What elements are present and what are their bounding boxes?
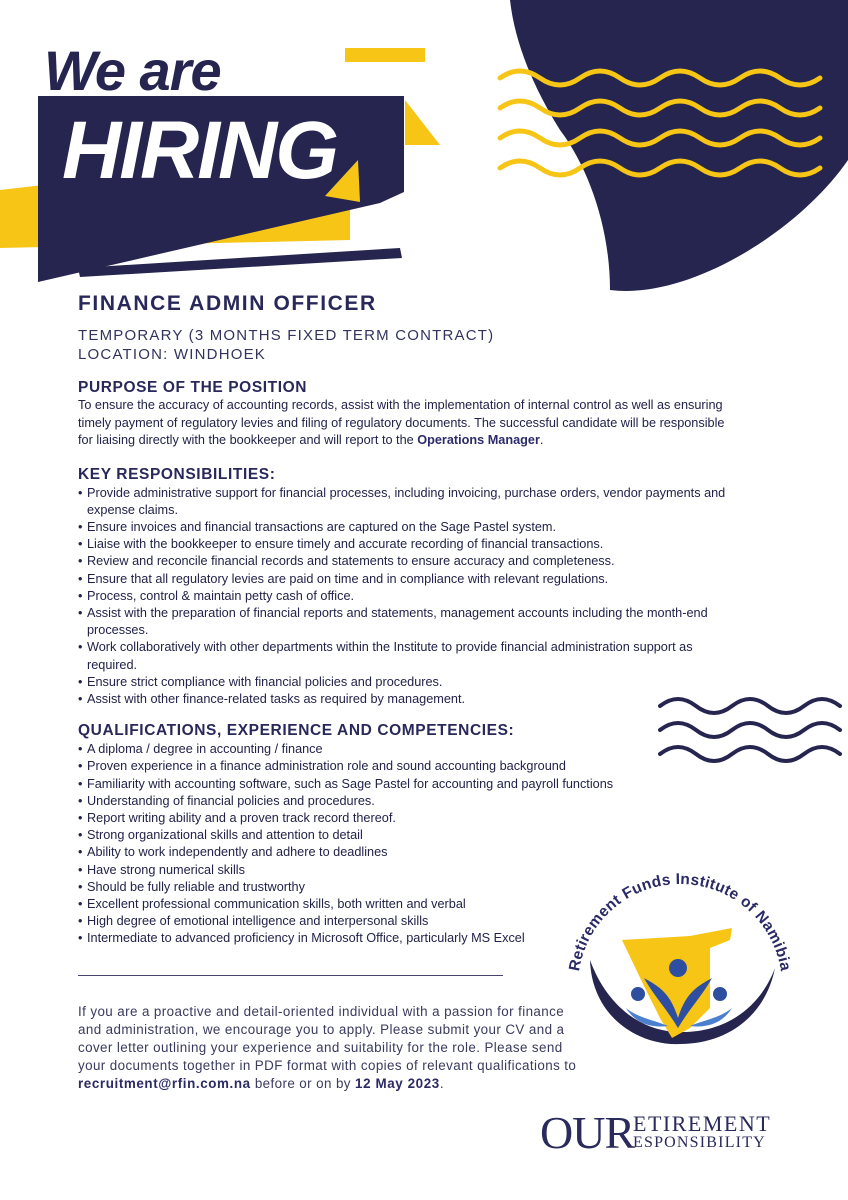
purpose-text — [78, 397, 738, 450]
list-item: • Process, control & maintain petty cash of office. — [78, 588, 728, 605]
slogan-retirement: ETIREMENT — [633, 1111, 772, 1136]
yellow-corner-triangle — [405, 100, 440, 145]
list-item: • Have strong numerical skills — [78, 862, 698, 879]
list-item: • High degree of emotional intelligence and interpersonal skills — [78, 913, 698, 930]
purpose-end: . — [539, 433, 544, 447]
list-item: • Review and reconcile financial records and statements to ensure accuracy and completeness. — [78, 553, 728, 570]
contract-type: TEMPORARY (3 MONTHS FIXED TERM CONTRACT) — [78, 327, 495, 344]
deadline-date: 12 May 2023 — [355, 1076, 440, 1092]
responsibilities-heading: KEY RESPONSIBILITIES: — [78, 465, 276, 483]
purpose-body: To ensure the accuracy of accounting records, assist with the implementation of internal control as well as ensuring timely payment of regulatory levies and filing of regulatory documents. The successful candidate will be responsible for liaising directly with the bookkeeper and will report to the — [78, 398, 725, 447]
report-to: Operations Manager — [417, 433, 540, 447]
closing-end: . — [439, 1076, 444, 1092]
list-item: • Ensure that all regulatory levies are paid on time and in compliance with relevant regulations. — [78, 571, 728, 588]
headline-we-are: We are — [44, 39, 221, 102]
qualifications-heading: QUALIFICATIONS, EXPERIENCE AND COMPETENCIES: — [78, 722, 515, 740]
purpose-heading: PURPOSE OF THE POSITION — [78, 379, 308, 396]
list-item: • Proven experience in a finance administration role and sound accounting background — [78, 758, 698, 775]
list-item: • Should be fully reliable and trustworthy — [78, 879, 698, 896]
list-item: • Intermediate to advanced proficiency in Microsoft Office, particularly MS Excel — [78, 930, 698, 947]
logo-arc-text: Retirement Funds Institute of Namibia — [566, 870, 794, 973]
list-item: • Provide administrative support for financial processes, including invoicing, purchase orders, vendor payments and expense claims. — [78, 485, 728, 519]
list-item: • Strong organizational skills and attention to detail — [78, 827, 698, 844]
job-ad-body — [78, 292, 738, 948]
list-item: • Ability to work independently and adhere to deadlines — [78, 844, 698, 861]
list-item: • Assist with the preparation of financial reports and statements, management accounts including the month-end processes. — [78, 605, 728, 639]
list-item: • Familiarity with accounting software, such as Sage Pastel for accounting and payroll functions — [78, 776, 698, 793]
responsibilities-list — [78, 485, 728, 709]
rfin-logo — [560, 868, 800, 1048]
list-item: • Excellent professional communication skills, both written and verbal — [78, 896, 698, 913]
closing-middle: before or on by — [250, 1076, 356, 1092]
slogan-our: OUR — [540, 1107, 635, 1158]
list-item: • Ensure invoices and financial transactions are captured on the Sage Pastel system. — [78, 519, 728, 536]
list-item: • Liaise with the bookkeeper to ensure timely and accurate recording of financial transactions. — [78, 536, 728, 553]
divider — [78, 975, 503, 976]
headline-hiring: HIRING — [62, 105, 337, 196]
list-item: • A diploma / degree in accounting / finance — [78, 741, 698, 758]
job-location: LOCATION: WINDHOEK — [78, 346, 266, 363]
slogan-responsibility: ESPONSIBILITY — [633, 1134, 766, 1151]
closing-paragraph — [78, 1003, 578, 1093]
yellow-stripe-top — [345, 48, 425, 62]
email-link[interactable]: recruitment@rfin.com.na — [78, 1076, 251, 1092]
list-item: • Ensure strict compliance with financial policies and procedures. — [78, 674, 728, 691]
list-item: • Report writing ability and a proven track record thereof. — [78, 810, 698, 827]
list-item: • Work collaboratively with other departments within the Institute to provide financial administration support as required. — [78, 639, 728, 673]
job-title: FINANCE ADMIN OFFICER — [78, 292, 377, 315]
list-item: • Assist with other finance-related tasks as required by management. — [78, 691, 728, 708]
closing-text: If you are a proactive and detail-oriented individual with a passion for finance and administration, we encourage you to apply. Please submit your CV and a cover letter outlining your experience and suitability for the role. Please send your documents together in PDF format with copies of relevant qualifications to — [78, 1004, 577, 1074]
list-item: • Understanding of financial policies and procedures. — [78, 793, 698, 810]
